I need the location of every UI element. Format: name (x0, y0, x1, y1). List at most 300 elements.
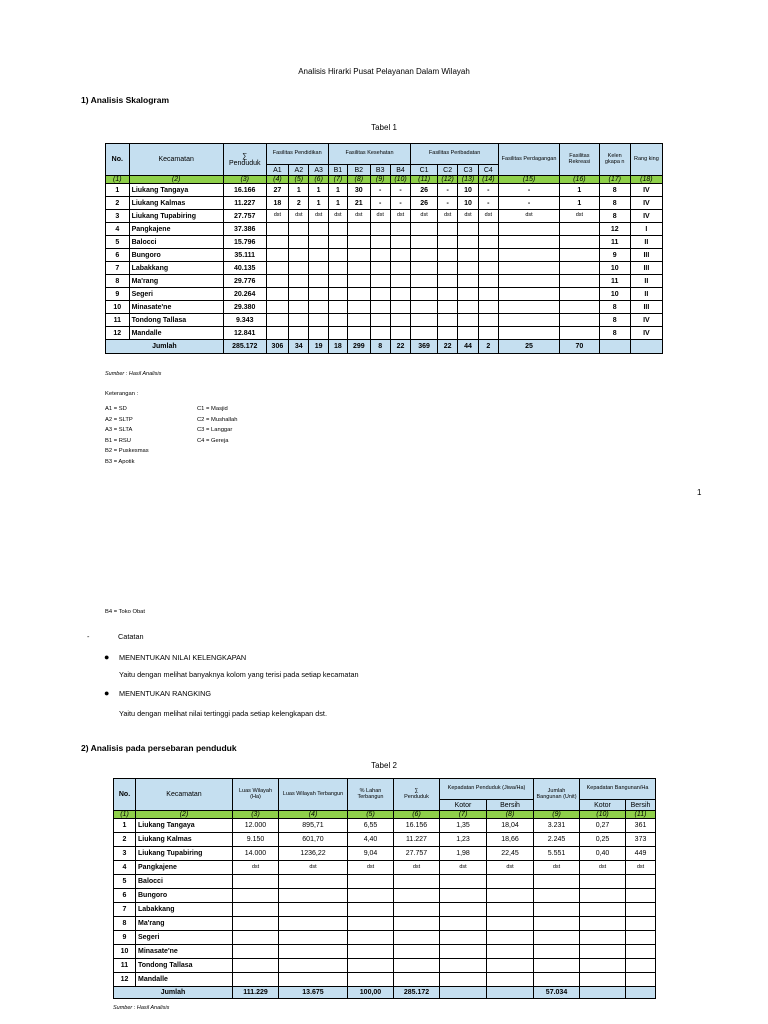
total-cell (440, 987, 487, 999)
table-cell (279, 889, 348, 903)
table-cell (411, 249, 438, 262)
table-cell (487, 889, 534, 903)
table-cell (328, 301, 347, 314)
table-cell (534, 875, 580, 889)
table-cell (580, 903, 626, 917)
table-cell (309, 275, 328, 288)
bullet-icon: ● (104, 688, 110, 698)
table-cell (233, 959, 279, 973)
total-cell: 57.034 (534, 987, 580, 999)
table-cell: 6,55 (348, 819, 394, 833)
table-cell (626, 945, 656, 959)
table-cell: dst (487, 861, 534, 875)
kecamatan-cell: Balocci (129, 236, 223, 249)
table-cell (580, 959, 626, 973)
table-cell: - (390, 184, 410, 197)
table-cell (499, 262, 560, 275)
table-cell (440, 889, 487, 903)
table-cell: 29.380 (223, 301, 266, 314)
table-cell: 26 (411, 184, 438, 197)
table-cell: 4 (114, 861, 136, 875)
table-cell: 1 (114, 819, 136, 833)
column-numbering-row (106, 176, 663, 184)
table-cell (499, 288, 560, 301)
kecamatan-cell: Liukang Tangaya (129, 184, 223, 197)
table-cell: 449 (626, 847, 656, 861)
table-cell (534, 889, 580, 903)
col-header-pendidikan: Fasilitas Pendidikan (266, 144, 328, 165)
table-cell: 18,04 (487, 819, 534, 833)
col-header-peribadatan: Fasilitas Peribadatan (411, 144, 499, 165)
table-row (106, 314, 663, 327)
bullet-icon: ● (104, 652, 110, 662)
table-cell: III (630, 249, 662, 262)
table-cell: - (437, 184, 457, 197)
table-cell: 16.166 (223, 184, 266, 197)
table-cell (348, 327, 370, 340)
table-cell (348, 945, 394, 959)
table-cell (458, 223, 478, 236)
table-cell: 1,98 (440, 847, 487, 861)
table-cell: dst (499, 210, 560, 223)
table-cell (266, 314, 288, 327)
table-cell: 18,66 (487, 833, 534, 847)
total-row (106, 340, 663, 354)
table-cell (309, 314, 328, 327)
table-cell (394, 959, 440, 973)
table-cell: 12.841 (223, 327, 266, 340)
table-row (114, 945, 656, 959)
column-number-cell: (4) (279, 811, 348, 819)
keterangan-item: B3 = Apotik (105, 458, 135, 465)
kecamatan-cell: Liukang Tupabiring (136, 847, 233, 861)
kecamatan-cell: Mandalle (136, 973, 233, 987)
total-cell (580, 987, 626, 999)
table-cell: 9.343 (223, 314, 266, 327)
table-cell (266, 223, 288, 236)
table-row (114, 959, 656, 973)
table1-caption: Tabel 1 (371, 123, 397, 132)
table-cell: 1 (328, 184, 347, 197)
table-cell: 7 (114, 903, 136, 917)
col-sub-b2: B2 (348, 165, 370, 176)
kecamatan-cell: Liukang Tupabiring (129, 210, 223, 223)
table-cell (289, 249, 309, 262)
table-cell: dst (279, 861, 348, 875)
table-cell (279, 903, 348, 917)
table-cell (370, 288, 390, 301)
table-cell: 11.227 (223, 197, 266, 210)
table-cell: 1,23 (440, 833, 487, 847)
table-cell (289, 301, 309, 314)
col-header-kepadatan: Kepadatan Penduduk (Jiwa/Ha) (440, 779, 534, 800)
table-cell (411, 236, 438, 249)
table-cell (534, 973, 580, 987)
total-cell: 8 (370, 340, 390, 354)
column-number-cell: (8) (487, 811, 534, 819)
table-cell (437, 314, 457, 327)
table-cell: 1 (309, 184, 328, 197)
kecamatan-cell: Bungoro (129, 249, 223, 262)
table-cell (499, 223, 560, 236)
total-cell: 2 (478, 340, 498, 354)
table-row (114, 861, 656, 875)
column-number-cell: (3) (223, 176, 266, 184)
table-cell: 2 (114, 833, 136, 847)
catatan-dash: - (87, 632, 90, 641)
column-number-cell: (12) (437, 176, 457, 184)
table-cell (411, 327, 438, 340)
col-sub-b3: B3 (370, 165, 390, 176)
table-cell (626, 903, 656, 917)
table-cell (394, 945, 440, 959)
total-cell: 25 (499, 340, 560, 354)
table-cell (478, 236, 498, 249)
table-cell: 10 (114, 945, 136, 959)
table-cell (266, 236, 288, 249)
total-cell: 70 (560, 340, 600, 354)
skalogram-table (105, 143, 663, 354)
table-cell (437, 301, 457, 314)
table-row (106, 288, 663, 301)
table-cell: dst (348, 861, 394, 875)
table-cell: IV (630, 327, 662, 340)
table-cell (390, 262, 410, 275)
table-cell (370, 236, 390, 249)
table-cell: 16.156 (394, 819, 440, 833)
table-cell: 27.757 (223, 210, 266, 223)
table-row (106, 262, 663, 275)
table-row (106, 197, 663, 210)
table-cell (328, 327, 347, 340)
kecamatan-cell: Tondong Tallasa (129, 314, 223, 327)
table-cell: dst (390, 210, 410, 223)
table-cell: dst (458, 210, 478, 223)
table-cell (440, 903, 487, 917)
table-cell (411, 314, 438, 327)
table-cell (348, 889, 394, 903)
table-cell (289, 236, 309, 249)
col-sub-c2: C2 (437, 165, 457, 176)
table-cell (487, 959, 534, 973)
table-cell (390, 301, 410, 314)
total-row (114, 987, 656, 999)
table-cell: 2.245 (534, 833, 580, 847)
table-cell: 5.551 (534, 847, 580, 861)
table-cell: 11 (114, 959, 136, 973)
table-cell (440, 945, 487, 959)
table-cell: IV (630, 210, 662, 223)
table-cell (328, 262, 347, 275)
total-label: Jumlah (106, 340, 224, 354)
table-cell (487, 917, 534, 931)
table-cell (478, 249, 498, 262)
keterangan-right-list (197, 404, 237, 446)
table-cell (279, 959, 348, 973)
table-cell (370, 327, 390, 340)
column-number-cell: (5) (289, 176, 309, 184)
table-cell: II (630, 288, 662, 301)
table-cell (626, 917, 656, 931)
table-cell: 6 (114, 889, 136, 903)
column-number-cell: (18) (630, 176, 662, 184)
table-cell: dst (348, 210, 370, 223)
column-number-cell: (6) (394, 811, 440, 819)
table2-caption: Tabel 2 (371, 761, 397, 770)
catatan-item1-text: Yaitu dengan melihat banyaknya kolom yang terisi pada setiap kecamatan (119, 670, 359, 679)
table-cell (487, 931, 534, 945)
catatan-label: Catatan (118, 632, 144, 641)
col-header-luas-terbangun: Luas Wilayah Terbangun (279, 779, 348, 811)
keterangan-item: B2 = Puskesmas (105, 448, 149, 454)
table-cell (348, 959, 394, 973)
col-header-no: No. (106, 144, 130, 176)
kecamatan-cell: Segeri (129, 288, 223, 301)
col-header-kecamatan: Kecamatan (136, 779, 233, 811)
table-cell (309, 223, 328, 236)
table-cell: 10 (599, 288, 630, 301)
kecamatan-cell: Pangkajene (129, 223, 223, 236)
table-cell (309, 236, 328, 249)
table-cell: 1 (289, 184, 309, 197)
table-cell (626, 973, 656, 987)
table-cell: 15.796 (223, 236, 266, 249)
table-cell (478, 327, 498, 340)
table-cell: 8 (599, 184, 630, 197)
table-cell (534, 931, 580, 945)
table-cell (440, 931, 487, 945)
table-cell (348, 223, 370, 236)
table-cell: 1 (106, 184, 130, 197)
table-cell (266, 262, 288, 275)
table-cell (348, 236, 370, 249)
table-cell: II (630, 236, 662, 249)
column-number-cell: (10) (390, 176, 410, 184)
table-cell (534, 903, 580, 917)
table-cell (370, 262, 390, 275)
table-cell (560, 275, 600, 288)
table-cell: dst (478, 210, 498, 223)
table-cell (348, 249, 370, 262)
column-number-cell: (13) (458, 176, 478, 184)
column-number-cell: (11) (626, 811, 656, 819)
table-cell: 10 (458, 184, 478, 197)
table-row (106, 301, 663, 314)
table-cell (390, 249, 410, 262)
col-sub-a1: A1 (266, 165, 288, 176)
table-cell (440, 875, 487, 889)
total-cell: 299 (348, 340, 370, 354)
total-cell (630, 340, 662, 354)
table-cell: 895,71 (279, 819, 348, 833)
table-cell: 9 (114, 931, 136, 945)
table-cell: 1 (560, 197, 600, 210)
keterangan-item: C1 = Masjid (197, 406, 228, 412)
kecamatan-cell: Tondong Tallasa (136, 959, 233, 973)
table-cell (499, 236, 560, 249)
table-cell (560, 236, 600, 249)
kecamatan-cell: Labakkang (129, 262, 223, 275)
col-header-persen-lahan: % Lahan Terbangun (348, 779, 394, 811)
total-cell: 44 (458, 340, 478, 354)
table-cell (487, 903, 534, 917)
table-row (114, 931, 656, 945)
table-row (106, 210, 663, 223)
kecamatan-cell: Ma'rang (136, 917, 233, 931)
table-cell: 11 (106, 314, 130, 327)
table-cell: - (390, 197, 410, 210)
keterangan-item: C4 = Gereja (197, 437, 229, 444)
table-cell (458, 314, 478, 327)
col-header-perdagangan: Fasilitas Perdagangan (499, 144, 560, 176)
table-cell (478, 288, 498, 301)
table-cell: 14.000 (233, 847, 279, 861)
column-number-cell: (16) (560, 176, 600, 184)
total-cell: 22 (390, 340, 410, 354)
keterangan-item: A3 = SLTA (105, 427, 133, 433)
table-cell (279, 917, 348, 931)
table-cell: 8 (106, 275, 130, 288)
table-cell (309, 327, 328, 340)
table-cell: 11 (599, 236, 630, 249)
table-cell: 0,40 (580, 847, 626, 861)
total-cell (599, 340, 630, 354)
table-cell (233, 903, 279, 917)
table-cell (626, 931, 656, 945)
total-cell: 34 (289, 340, 309, 354)
keterangan-title: Keterangan : (105, 391, 139, 397)
table-cell (626, 875, 656, 889)
table-cell: 0,25 (580, 833, 626, 847)
table-cell (289, 262, 309, 275)
table-cell (440, 959, 487, 973)
table-cell (437, 275, 457, 288)
table-cell (328, 236, 347, 249)
table-cell (289, 275, 309, 288)
keterangan-item: A2 = SLTP (105, 416, 133, 423)
table-cell (370, 223, 390, 236)
table-cell: dst (580, 861, 626, 875)
column-number-cell: (9) (370, 176, 390, 184)
table-cell: 22,45 (487, 847, 534, 861)
keterangan-b4: B4 = Toko Obat (105, 609, 146, 615)
column-number-cell: (7) (440, 811, 487, 819)
col-sub-b4: B4 (390, 165, 410, 176)
table-row (106, 236, 663, 249)
table-cell (411, 262, 438, 275)
col-header-kecamatan: Kecamatan (129, 144, 223, 176)
table-row (106, 184, 663, 197)
table-cell (394, 889, 440, 903)
table-cell (370, 275, 390, 288)
table-cell (328, 275, 347, 288)
table-cell: 1 (309, 197, 328, 210)
col-header-kesehatan: Fasilitas Kesehatan (328, 144, 410, 165)
table-cell (478, 223, 498, 236)
table-cell: 21 (348, 197, 370, 210)
table-cell (390, 288, 410, 301)
table-cell: 18 (266, 197, 288, 210)
table-cell (370, 301, 390, 314)
table-cell: 12 (114, 973, 136, 987)
col-sub-c3: C3 (458, 165, 478, 176)
table-cell (390, 314, 410, 327)
table-cell: 4,40 (348, 833, 394, 847)
col-sub-bersih: Bersih (626, 800, 656, 811)
table-cell: IV (630, 184, 662, 197)
table-cell (534, 945, 580, 959)
col-sub-b1: B1 (328, 165, 347, 176)
table-cell: 8 (599, 210, 630, 223)
column-number-cell: (5) (348, 811, 394, 819)
table-cell (390, 236, 410, 249)
table-cell (458, 327, 478, 340)
table-cell: 5 (114, 875, 136, 889)
table-cell (266, 249, 288, 262)
table-cell: 9 (599, 249, 630, 262)
column-number-cell: (8) (348, 176, 370, 184)
table-cell: dst (626, 861, 656, 875)
table-cell: 10 (458, 197, 478, 210)
column-number-cell: (2) (129, 176, 223, 184)
section-heading-skalogram: 1) Analisis Skalogram (81, 95, 170, 105)
col-sub-a3: A3 (309, 165, 328, 176)
table-cell: 2 (106, 197, 130, 210)
table-cell (560, 249, 600, 262)
table-cell: 3 (114, 847, 136, 861)
table-cell: 1 (328, 197, 347, 210)
table-cell: 12 (599, 223, 630, 236)
table-cell (580, 973, 626, 987)
table-cell (499, 301, 560, 314)
table-cell: 20.264 (223, 288, 266, 301)
table-row (106, 327, 663, 340)
table-cell: 4 (106, 223, 130, 236)
table-cell (309, 249, 328, 262)
col-header-kepadatan-bangunan: Kepadatan Bangunan/Ha (580, 779, 656, 800)
table-cell (478, 314, 498, 327)
table-cell (394, 917, 440, 931)
table-cell (487, 875, 534, 889)
table-cell (233, 889, 279, 903)
table-cell (309, 262, 328, 275)
table-cell (437, 236, 457, 249)
table-cell (440, 917, 487, 931)
table-cell: 11.227 (394, 833, 440, 847)
catatan-item2-title: MENENTUKAN RANGKING (119, 689, 212, 698)
table-cell: dst (233, 861, 279, 875)
column-number-cell: (1) (114, 811, 136, 819)
table-cell (499, 249, 560, 262)
table-cell (580, 945, 626, 959)
table-cell (560, 223, 600, 236)
table-cell: - (370, 197, 390, 210)
table-cell (233, 973, 279, 987)
table-cell: III (630, 301, 662, 314)
table-cell (458, 275, 478, 288)
table-cell (370, 249, 390, 262)
table-cell: - (499, 197, 560, 210)
table-cell: I (630, 223, 662, 236)
table-cell: 8 (599, 314, 630, 327)
table-cell (580, 889, 626, 903)
table-cell (309, 301, 328, 314)
table-cell (370, 314, 390, 327)
table-cell: 10 (106, 301, 130, 314)
col-header-luas: Luas Wilayah (Ha) (233, 779, 279, 811)
table-cell (534, 959, 580, 973)
table-cell (499, 275, 560, 288)
